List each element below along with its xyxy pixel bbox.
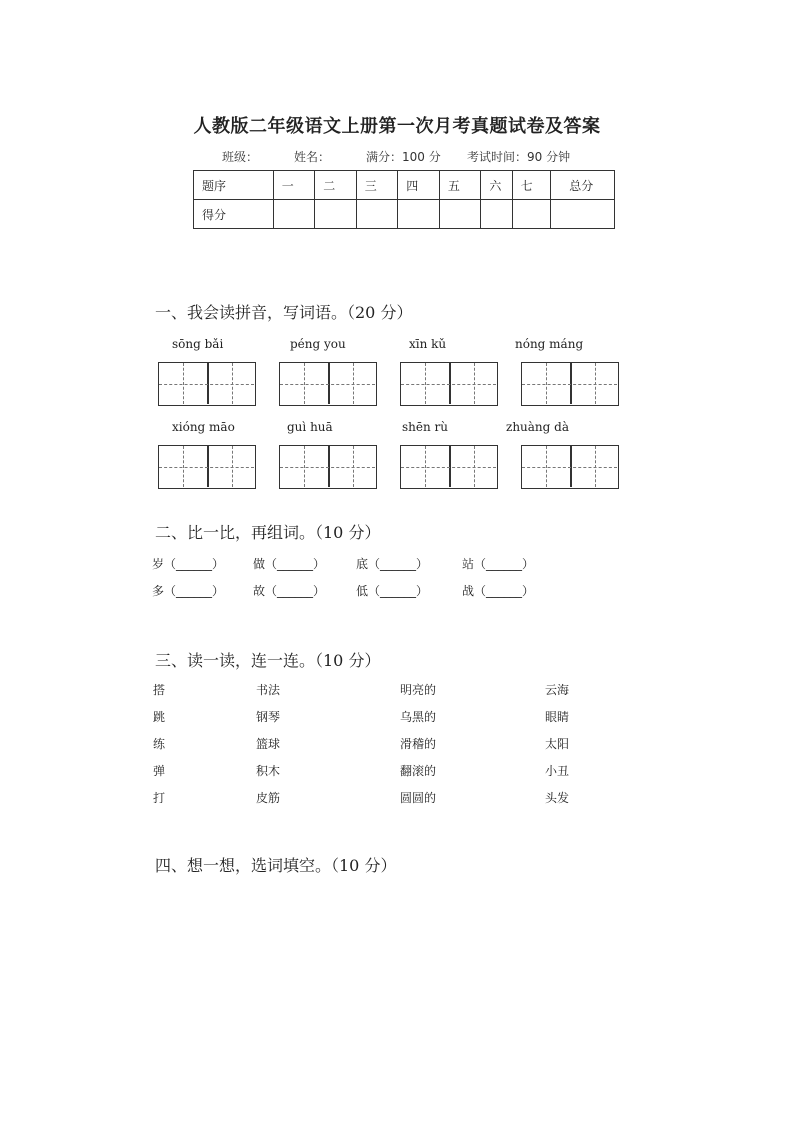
score-input-cell[interactable] bbox=[315, 200, 357, 229]
word-blank[interactable]: 低（______） bbox=[356, 584, 429, 598]
score-table-score-row bbox=[194, 200, 615, 229]
word-blank[interactable]: 底（______） bbox=[356, 557, 429, 571]
score-table bbox=[193, 170, 615, 229]
match-item-col3[interactable]: 滑稽的 bbox=[400, 737, 437, 751]
pinyin-label: shēn rù bbox=[402, 420, 448, 434]
section3-heading: 三、读一读，连一连。（10 分） bbox=[155, 651, 381, 670]
score-input-cell[interactable] bbox=[481, 200, 512, 229]
score-input-cell[interactable] bbox=[273, 200, 315, 229]
score-cell: 总分 bbox=[551, 171, 615, 200]
match-item-col3[interactable]: 圆圆的 bbox=[400, 791, 437, 805]
writing-grid[interactable] bbox=[400, 362, 498, 406]
score-cell: 二 bbox=[315, 171, 357, 200]
match-item-col3[interactable]: 乌黑的 bbox=[400, 710, 437, 724]
match-item-col4[interactable]: 太阳 bbox=[545, 737, 570, 751]
word-blank[interactable]: 故（______） bbox=[253, 584, 326, 598]
writing-grid[interactable] bbox=[400, 445, 498, 489]
full-score: 满分：100 分 bbox=[366, 150, 441, 164]
writing-grid[interactable] bbox=[521, 362, 619, 406]
score-input-cell[interactable] bbox=[439, 200, 481, 229]
score-cell: 一 bbox=[273, 171, 315, 200]
writing-grid[interactable] bbox=[158, 445, 256, 489]
score-input-cell[interactable] bbox=[512, 200, 551, 229]
page-title: 人教版二年级语文上册第一次月考真题试卷及答案 bbox=[193, 116, 601, 137]
writing-grid[interactable] bbox=[521, 445, 619, 489]
match-item-col2[interactable]: 积木 bbox=[256, 764, 281, 778]
match-item-col2[interactable]: 钢琴 bbox=[256, 710, 281, 724]
match-item-col3[interactable]: 翻滚的 bbox=[400, 764, 437, 778]
score-cell: 六 bbox=[481, 171, 512, 200]
pinyin-label: péng you bbox=[290, 337, 346, 351]
score-input-cell[interactable] bbox=[356, 200, 398, 229]
score-cell: 得分 bbox=[194, 200, 274, 229]
score-input-cell[interactable] bbox=[551, 200, 615, 229]
section4-heading: 四、想一想，选词填空。（10 分） bbox=[155, 856, 397, 875]
match-item-col2[interactable]: 书法 bbox=[256, 683, 281, 697]
word-blank[interactable]: 站（______） bbox=[462, 557, 535, 571]
match-item-col2[interactable]: 皮筋 bbox=[256, 791, 281, 805]
word-blank[interactable]: 多（______） bbox=[152, 584, 225, 598]
match-item-col4[interactable]: 眼睛 bbox=[545, 710, 570, 724]
match-item-col1[interactable]: 打 bbox=[153, 791, 166, 805]
score-cell: 题序 bbox=[194, 171, 274, 200]
writing-grid[interactable] bbox=[279, 362, 377, 406]
score-cell: 五 bbox=[439, 171, 481, 200]
match-item-col4[interactable]: 云海 bbox=[545, 683, 570, 697]
match-item-col2[interactable]: 篮球 bbox=[256, 737, 281, 751]
exam-time: 考试时间：90 分钟 bbox=[467, 150, 571, 164]
class-label: 班级： bbox=[222, 150, 259, 164]
word-blank[interactable]: 做（______） bbox=[253, 557, 326, 571]
section1-heading: 一、我会读拼音，写词语。（20 分） bbox=[155, 303, 413, 322]
score-cell: 三 bbox=[356, 171, 398, 200]
word-blank[interactable]: 战（______） bbox=[462, 584, 535, 598]
pinyin-label: nóng máng bbox=[515, 337, 584, 351]
score-cell: 四 bbox=[398, 171, 440, 200]
match-item-col1[interactable]: 练 bbox=[153, 737, 166, 751]
writing-grid[interactable] bbox=[158, 362, 256, 406]
writing-grid[interactable] bbox=[279, 445, 377, 489]
pinyin-label: xióng māo bbox=[172, 420, 235, 434]
match-item-col3[interactable]: 明亮的 bbox=[400, 683, 437, 697]
word-blank[interactable]: 岁（______） bbox=[152, 557, 225, 571]
pinyin-label: sōng bǎi bbox=[172, 337, 224, 351]
pinyin-label: guì huā bbox=[287, 420, 333, 434]
match-item-col4[interactable]: 头发 bbox=[545, 791, 570, 805]
section2-heading: 二、比一比，再组词。（10 分） bbox=[155, 523, 381, 542]
score-table-header-row bbox=[194, 171, 615, 200]
match-item-col1[interactable]: 弹 bbox=[153, 764, 166, 778]
match-item-col1[interactable]: 跳 bbox=[153, 710, 166, 724]
score-input-cell[interactable] bbox=[398, 200, 440, 229]
match-item-col1[interactable]: 搭 bbox=[153, 683, 166, 697]
pinyin-label: xīn kǔ bbox=[409, 337, 447, 351]
match-item-col4[interactable]: 小丑 bbox=[545, 764, 570, 778]
score-cell: 七 bbox=[512, 171, 551, 200]
pinyin-label: zhuàng dà bbox=[506, 420, 569, 434]
name-label: 姓名： bbox=[294, 150, 331, 164]
